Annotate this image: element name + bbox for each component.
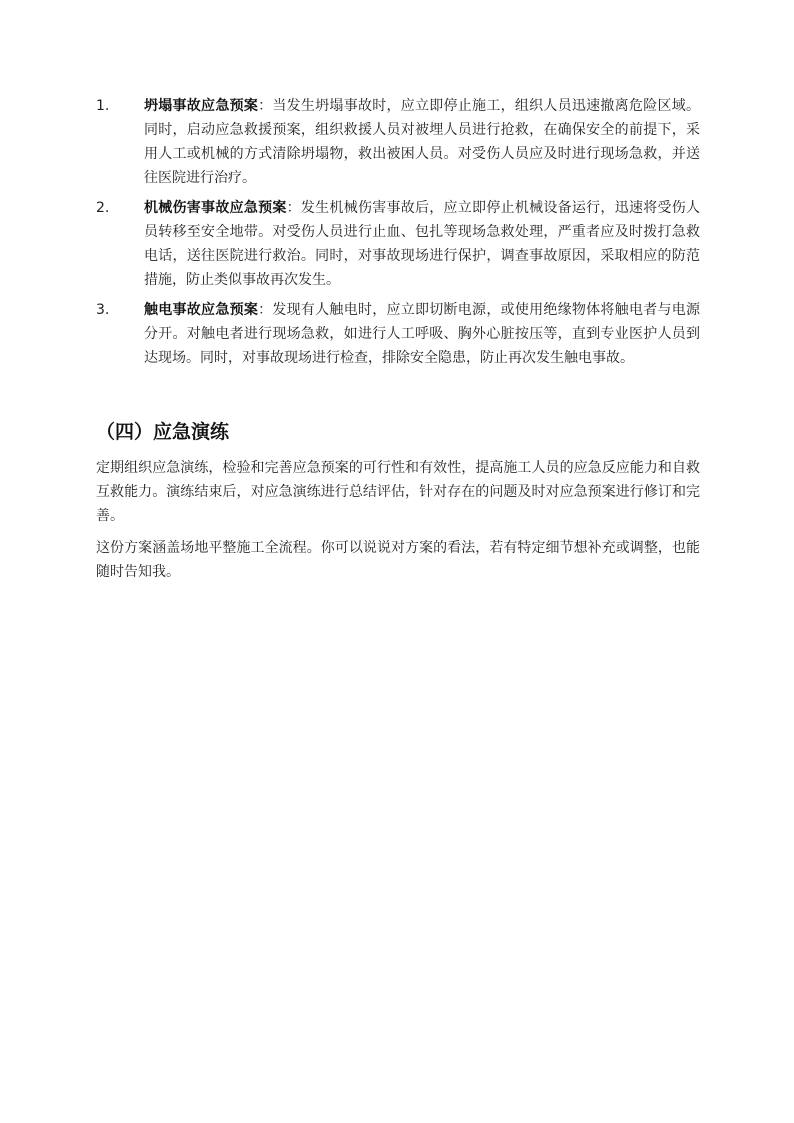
list-item-text xyxy=(144,298,700,370)
list-item-number: 1. xyxy=(96,98,110,114)
list-item xyxy=(96,298,700,370)
list-item-number: 2. xyxy=(96,200,110,216)
list-item-body: ：发生机械伤害事故后，应立即停止机械设备运行，迅速将受伤人员转移至安全地带。对受伤人员进行止血、包扎等现场急救处理，严重者应及时拨打急救电话，送往医院进行救治。同时，对事故现场进行保护，调查事故原因，采取相应的防范措施，防止类似事故再次发生。 xyxy=(144,200,701,288)
list-item-title: 坍塌事故应急预案 xyxy=(144,98,259,114)
list-item xyxy=(96,94,700,190)
list-item-text xyxy=(144,196,700,292)
closing-paragraph: 这份方案涵盖场地平整施工全流程。你可以说说对方案的看法，若有特定细节想补充或调整，也能随时告知我。 xyxy=(96,540,700,580)
list-item xyxy=(96,196,700,292)
list-item-number: 3. xyxy=(96,302,110,318)
section-heading: （四）应急演练 xyxy=(96,421,230,443)
list-item-body: ：当发生坍塌事故时，应立即停止施工，组织人员迅速撤离危险区域。同时，启动应急救援预案，组织救援人员对被埋人员进行抢救，在确保安全的前提下，采用人工或机械的方式清除坍塌物，救出被困人员。对受伤人员应及时进行现场急救，并送往医院进行治疗。 xyxy=(144,98,701,186)
list-item-text xyxy=(144,94,700,190)
list-item-title: 触电事故应急预案 xyxy=(144,302,259,318)
list-item-body: ：发现有人触电时，应立即切断电源，或使用绝缘物体将触电者与电源分开。对触电者进行现场急救，如进行人工呼吸、胸外心脏按压等，直到专业医护人员到达现场。同时，对事故现场进行检查，排除安全隐患，防止再次发生触电事故。 xyxy=(144,302,701,366)
list-item-title: 机械伤害事故应急预案 xyxy=(144,200,287,216)
section-paragraph: 定期组织应急演练，检验和完善应急预案的可行性和有效性，提高施工人员的应急反应能力和自救互救能力。演练结束后，对应急演练进行总结评估，针对存在的问题及时对应急预案进行修订和完善。 xyxy=(96,460,700,524)
emergency-plan-list xyxy=(96,94,700,376)
